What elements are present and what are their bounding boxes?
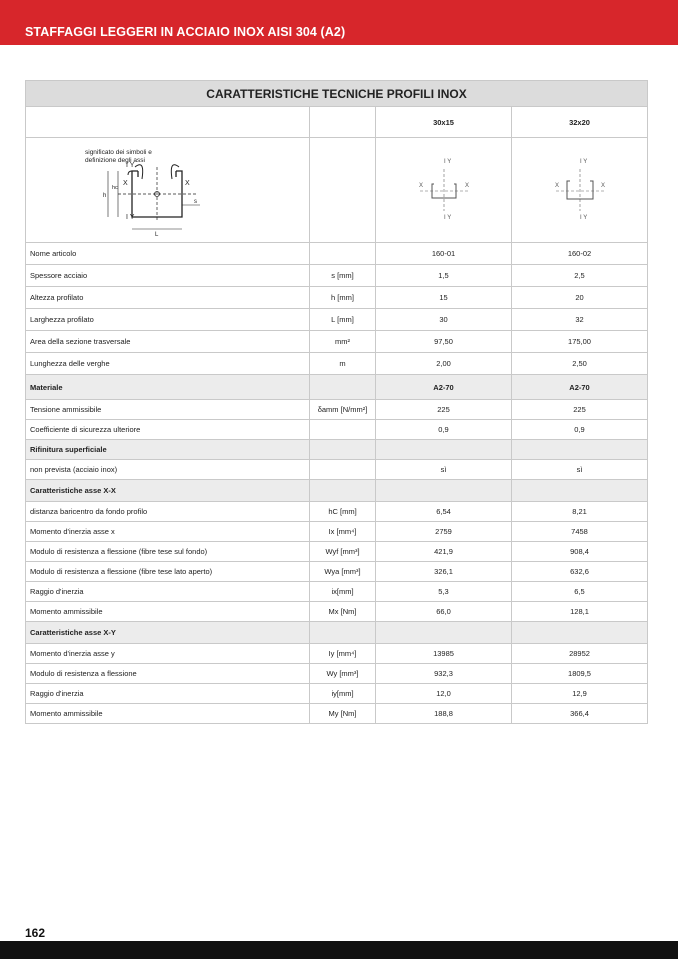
- row-value-30x15: 2759: [376, 522, 512, 542]
- row-value-30x15: 13985: [376, 644, 512, 664]
- section-row: [26, 480, 648, 502]
- row-value-30x15: 932,3: [376, 664, 512, 684]
- footer-bar: [0, 941, 678, 959]
- row-label: Momento d'inerzia asse y: [26, 644, 310, 664]
- row-value-30x15: [376, 480, 512, 502]
- row-value-30x15: A2-70: [376, 375, 512, 400]
- svg-text:definizione degli assi: definizione degli assi: [85, 157, 145, 164]
- profile-30x15-diagram-cell: [376, 138, 512, 243]
- row-unit: ix[mm]: [310, 582, 376, 602]
- table-row: [26, 287, 648, 309]
- row-unit: [310, 480, 376, 502]
- table-row: [26, 704, 648, 724]
- row-value-30x15: 5,3: [376, 582, 512, 602]
- row-unit: Iy [mm⁴]: [310, 644, 376, 664]
- table-row: [26, 602, 648, 622]
- row-label: Caratteristiche asse X-Y: [26, 622, 310, 644]
- row-label: Spessore acciaio: [26, 265, 310, 287]
- row-label: Materiale: [26, 375, 310, 400]
- table-row: [26, 664, 648, 684]
- row-unit: [310, 440, 376, 460]
- row-label: Tensione ammissibile: [26, 400, 310, 420]
- row-value-30x15: 97,50: [376, 331, 512, 353]
- row-label: Momento ammissibile: [26, 602, 310, 622]
- row-unit: hC [mm]: [310, 502, 376, 522]
- section-row: [26, 375, 648, 400]
- row-unit: [310, 375, 376, 400]
- row-unit: Wya [mm³]: [310, 562, 376, 582]
- row-label: Modulo di resistenza a flessione (fibre tese lato aperto): [26, 562, 310, 582]
- row-value-32x20: 2,50: [512, 353, 648, 375]
- row-value-30x15: 225: [376, 400, 512, 420]
- section-row: [26, 440, 648, 460]
- row-value-32x20: 20: [512, 287, 648, 309]
- row-value-32x20: 2,5: [512, 265, 648, 287]
- table-row: [26, 460, 648, 480]
- row-value-30x15: 0,9: [376, 420, 512, 440]
- row-value-30x15: [376, 622, 512, 644]
- svg-text:s: s: [194, 199, 197, 205]
- row-value-32x20: [512, 440, 648, 460]
- row-unit: iy[mm]: [310, 684, 376, 704]
- row-value-30x15: [376, 440, 512, 460]
- row-value-32x20: 175,00: [512, 331, 648, 353]
- row-unit: Wyf [mm³]: [310, 542, 376, 562]
- row-value-32x20: 32: [512, 309, 648, 331]
- table-row: [26, 420, 648, 440]
- row-value-32x20: 366,4: [512, 704, 648, 724]
- row-value-32x20: sì: [512, 460, 648, 480]
- table-row: [26, 265, 648, 287]
- svg-text:I Y: I Y: [126, 162, 135, 169]
- row-value-32x20: 8,21: [512, 502, 648, 522]
- row-value-32x20: 160-02: [512, 243, 648, 265]
- row-label: Raggio d'inerzia: [26, 684, 310, 704]
- row-label: Area della sezione trasversale: [26, 331, 310, 353]
- row-label: Nome articolo: [26, 243, 310, 265]
- row-value-30x15: 15: [376, 287, 512, 309]
- table-row: [26, 400, 648, 420]
- svg-text:X: X: [554, 183, 559, 189]
- table-row: [26, 684, 648, 704]
- table-row: [26, 582, 648, 602]
- col-header-30x15: 30x15: [376, 107, 512, 138]
- svg-text:I Y: I Y: [443, 215, 451, 221]
- table-row: [26, 542, 648, 562]
- row-value-32x20: 128,1: [512, 602, 648, 622]
- table-row: [26, 562, 648, 582]
- table-row: [26, 309, 648, 331]
- table-row: [26, 331, 648, 353]
- row-value-32x20: 1809,5: [512, 664, 648, 684]
- svg-text:significato dei simboli e: significato dei simboli e: [85, 149, 152, 156]
- row-label: Raggio d'inerzia: [26, 582, 310, 602]
- row-value-30x15: sì: [376, 460, 512, 480]
- row-label: Lunghezza delle verghe: [26, 353, 310, 375]
- row-unit: Ix [mm⁴]: [310, 522, 376, 542]
- svg-text:X: X: [600, 183, 605, 189]
- profile-32x20-diagram: [530, 149, 630, 229]
- row-label: Caratteristiche asse X-X: [26, 480, 310, 502]
- table-row: [26, 644, 648, 664]
- svg-text:L: L: [155, 232, 159, 238]
- row-value-32x20: A2-70: [512, 375, 648, 400]
- row-unit: mm²: [310, 331, 376, 353]
- svg-text:I Y: I Y: [126, 214, 135, 221]
- row-label: Coefficiente di sicurezza ulteriore: [26, 420, 310, 440]
- row-unit: Wy [mm³]: [310, 664, 376, 684]
- specs-table: [25, 80, 648, 724]
- row-unit: δamm [N/mm²]: [310, 400, 376, 420]
- svg-text:X: X: [418, 183, 423, 189]
- table-title: CARATTERISTICHE TECNICHE PROFILI INOX: [26, 81, 648, 107]
- row-unit: L [mm]: [310, 309, 376, 331]
- row-value-30x15: 160-01: [376, 243, 512, 265]
- svg-text:X: X: [464, 183, 469, 189]
- row-unit: m: [310, 353, 376, 375]
- row-value-32x20: [512, 480, 648, 502]
- column-header-row: [26, 107, 648, 138]
- table-row: [26, 522, 648, 542]
- row-value-32x20: 6,5: [512, 582, 648, 602]
- row-value-32x20: 225: [512, 400, 648, 420]
- row-value-32x20: 28952: [512, 644, 648, 664]
- svg-text:I Y: I Y: [579, 159, 587, 165]
- svg-text:X: X: [123, 180, 128, 187]
- row-label: Larghezza profilato: [26, 309, 310, 331]
- page-header: [0, 0, 678, 45]
- table-row: [26, 502, 648, 522]
- symbol-legend-cell: [26, 138, 310, 243]
- row-label: Modulo di resistenza a flessione (fibre tese sul fondo): [26, 542, 310, 562]
- row-unit: [310, 420, 376, 440]
- row-value-30x15: 421,9: [376, 542, 512, 562]
- row-unit: Mx [Nm]: [310, 602, 376, 622]
- row-value-32x20: [512, 622, 648, 644]
- page-number: 162: [25, 926, 46, 940]
- row-value-32x20: 632,6: [512, 562, 648, 582]
- svg-text:h: h: [103, 193, 107, 199]
- row-value-30x15: 2,00: [376, 353, 512, 375]
- row-unit: [310, 622, 376, 644]
- row-label: Modulo di resistenza a flessione: [26, 664, 310, 684]
- row-value-30x15: 188,8: [376, 704, 512, 724]
- row-value-30x15: 12,0: [376, 684, 512, 704]
- svg-text:I Y: I Y: [579, 215, 587, 221]
- row-unit: s [mm]: [310, 265, 376, 287]
- row-value-30x15: 6,54: [376, 502, 512, 522]
- table-row: [26, 243, 648, 265]
- col-header-32x20: 32x20: [512, 107, 648, 138]
- row-value-32x20: 12,9: [512, 684, 648, 704]
- row-value-32x20: 0,9: [512, 420, 648, 440]
- row-unit: My [Nm]: [310, 704, 376, 724]
- row-label: Momento ammissibile: [26, 704, 310, 724]
- profile-32x20-diagram-cell: [512, 138, 648, 243]
- profile-legend-diagram: [30, 139, 306, 239]
- row-value-30x15: 326,1: [376, 562, 512, 582]
- header-title: STAFFAGGI LEGGERI IN ACCIAIO INOX AISI 304 (A2): [25, 25, 346, 39]
- svg-text:I Y: I Y: [443, 159, 451, 165]
- row-label: Rifinitura superficiale: [26, 440, 310, 460]
- row-label: Momento d'inerzia asse x: [26, 522, 310, 542]
- svg-text:hc: hc: [112, 185, 118, 191]
- table-title-row: [26, 81, 648, 107]
- profile-30x15-diagram: [394, 149, 494, 229]
- row-value-32x20: 908,4: [512, 542, 648, 562]
- row-unit: h [mm]: [310, 287, 376, 309]
- svg-text:X: X: [185, 180, 190, 187]
- row-unit: [310, 460, 376, 480]
- row-label: non prevista (acciaio inox): [26, 460, 310, 480]
- row-value-32x20: 7458: [512, 522, 648, 542]
- row-label: distanza baricentro da fondo profilo: [26, 502, 310, 522]
- row-value-30x15: 30: [376, 309, 512, 331]
- row-label: Altezza profilato: [26, 287, 310, 309]
- row-unit: [310, 243, 376, 265]
- diagram-row: [26, 138, 648, 243]
- section-row: [26, 622, 648, 644]
- table-row: [26, 353, 648, 375]
- row-value-30x15: 66,0: [376, 602, 512, 622]
- row-value-30x15: 1,5: [376, 265, 512, 287]
